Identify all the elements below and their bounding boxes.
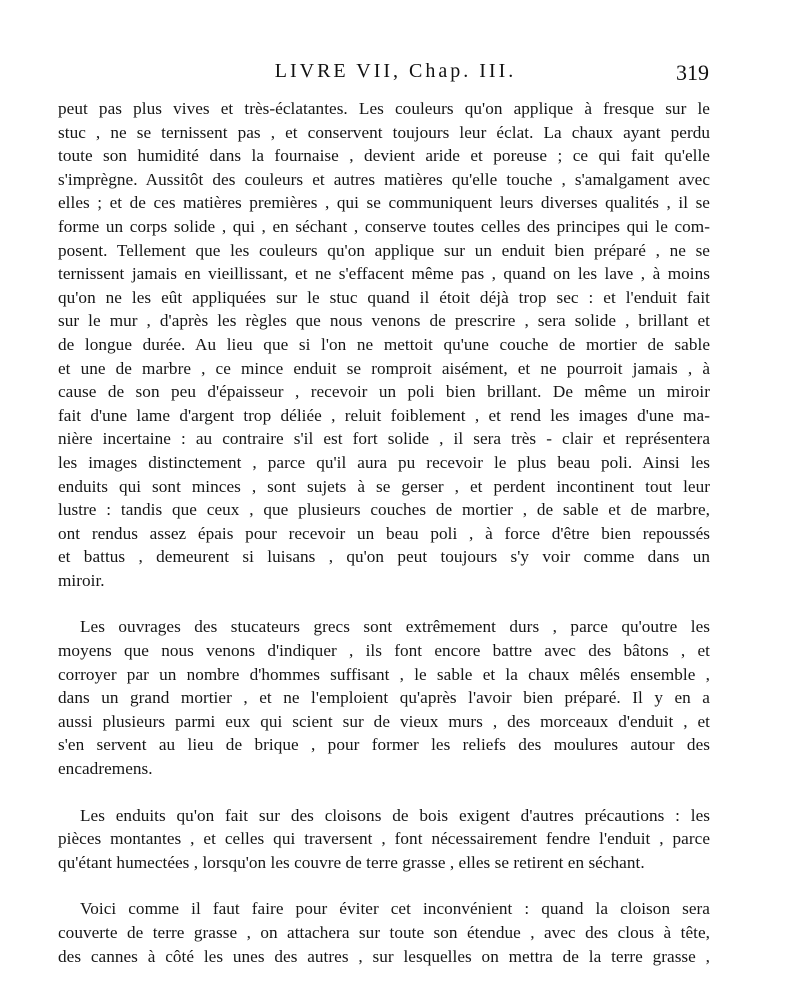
text-line: Les enduits qu'on fait sur des cloisons de bois exigent d'autres précautions : les: [80, 805, 710, 825]
text-line: pièces montantes , et celles qui traversent , font nécessairement fendre l'enduit , parce: [58, 829, 710, 849]
text-line: stuc , ne se ternissent pas , et conservent toujours leur éclat. La chaux ayant perdu: [58, 122, 710, 142]
text-line: Les ouvrages des stucateurs grecs sont extrêmement durs , parce qu'outre les: [80, 617, 710, 637]
text-line: cause de son peu d'épaisseur , recevoir un poli bien brillant. De même un miroir: [58, 382, 710, 402]
text-line: posent. Tellement que les couleurs qu'on applique sur un enduit bien préparé , ne se: [58, 240, 710, 260]
text-line: s'en servent au lieu de brique , pour former les reliefs des moulures autour des: [58, 735, 710, 755]
paragraph-gap: [58, 592, 710, 615]
text-line: s'imprègne. Aussitôt des couleurs et autres matières qu'elle touche , s'amalgament avec: [58, 169, 710, 189]
paragraph-1: [58, 97, 710, 592]
text-line: qu'on ne les eût appliquées sur le stuc quand il étoit déjà trop sec : et l'enduit fait: [58, 287, 710, 307]
text-line: nière incertaine : au contraire s'il est fort solide , il sera très - clair et représentera: [58, 429, 710, 449]
text-line: les images distinctement , parce qu'il aura pu recevoir le plus beau poli. Ainsi les: [58, 452, 710, 472]
running-head: [0, 60, 791, 90]
text-line: fait d'une lame d'argent trop déliée , reluit foiblement , et rend les images d'une ma-: [58, 405, 710, 425]
text-line: ont rendus assez épais pour recevoir un beau poli , à force d'être bien repoussés: [58, 523, 710, 543]
text-line: toute son humidité dans la fournaise , devient aride et poreuse ; ce qui fait qu'elle: [58, 146, 710, 166]
text-line: corroyer par un nombre d'hommes suffisant , le sable et la chaux mêlés ensemble ,: [58, 664, 710, 684]
text-line: Voici comme il faut faire pour éviter cet inconvénient : quand la cloison sera: [80, 899, 710, 919]
text-line: elles ; et de ces matières premières , qui se communiquent leurs diverses qualités , il se: [58, 193, 710, 213]
text-line: lustre : tandis que ceux , que plusieurs couches de mortier , de sable et de marbre,: [58, 500, 710, 520]
text-line: moyens que nous venons d'indiquer , ils font encore battre avec des bâtons , et: [58, 641, 710, 661]
text-line: forme un corps solide , qui , en séchant , conserve toutes celles des principes qui le com-: [58, 216, 710, 236]
paragraph-4: [58, 897, 710, 968]
paragraph-3: [58, 804, 710, 875]
text-line: miroir.: [58, 570, 105, 590]
paragraph-2: [58, 615, 710, 780]
paragraph-gap: [58, 874, 710, 897]
text-line: des cannes à côté les unes des autres , sur lesquelles on mettra de la terre grasse ,: [58, 946, 710, 966]
text-line: et battus , demeurent si luisans , qu'on peut toujours s'y voir comme dans un: [58, 547, 710, 567]
text-line: dans un grand mortier , et ne l'emploient qu'après l'avoir bien préparé. Il y en a: [58, 688, 710, 708]
text-line: aussi plusieurs parmi eux qui scient sur de vieux murs , des morceaux d'enduit , et: [58, 711, 710, 731]
text-line: de longue durée. Au lieu que si l'on ne mettoit qu'une couche de mortier de sable: [58, 334, 710, 354]
body-text: [58, 97, 710, 968]
paragraph-gap: [58, 781, 710, 804]
text-line: peut pas plus vives et très-éclatantes. Les couleurs qu'on applique à fresque sur le: [58, 99, 710, 118]
text-line: qu'étant humectées , lorsqu'on les couvre de terre grasse , elles se retirent en séchant.: [58, 852, 645, 872]
text-line: ternissent jamais en vieillissant, et ne s'effacent même pas , quand on les lave , à moins: [58, 264, 710, 284]
chapter-heading: LIVRE VII, Chap. III.: [274, 60, 517, 82]
text-line: encadremens.: [58, 759, 153, 779]
text-line: couverte de terre grasse , on attachera sur toute son étendue , avec des clous à tête,: [58, 923, 710, 942]
text-line: enduits qui sont minces , sont sujets à se gerser , et perdent incontinent tout leur: [58, 476, 710, 496]
text-line: et une de marbre , ce mince enduit se romproit aisément, et ne pourroit jamais , à: [58, 358, 710, 378]
page-number: 319: [676, 60, 709, 85]
text-line: sur le mur , d'après les règles que nous venons de prescrire , sera solide , brillant et: [58, 311, 710, 331]
